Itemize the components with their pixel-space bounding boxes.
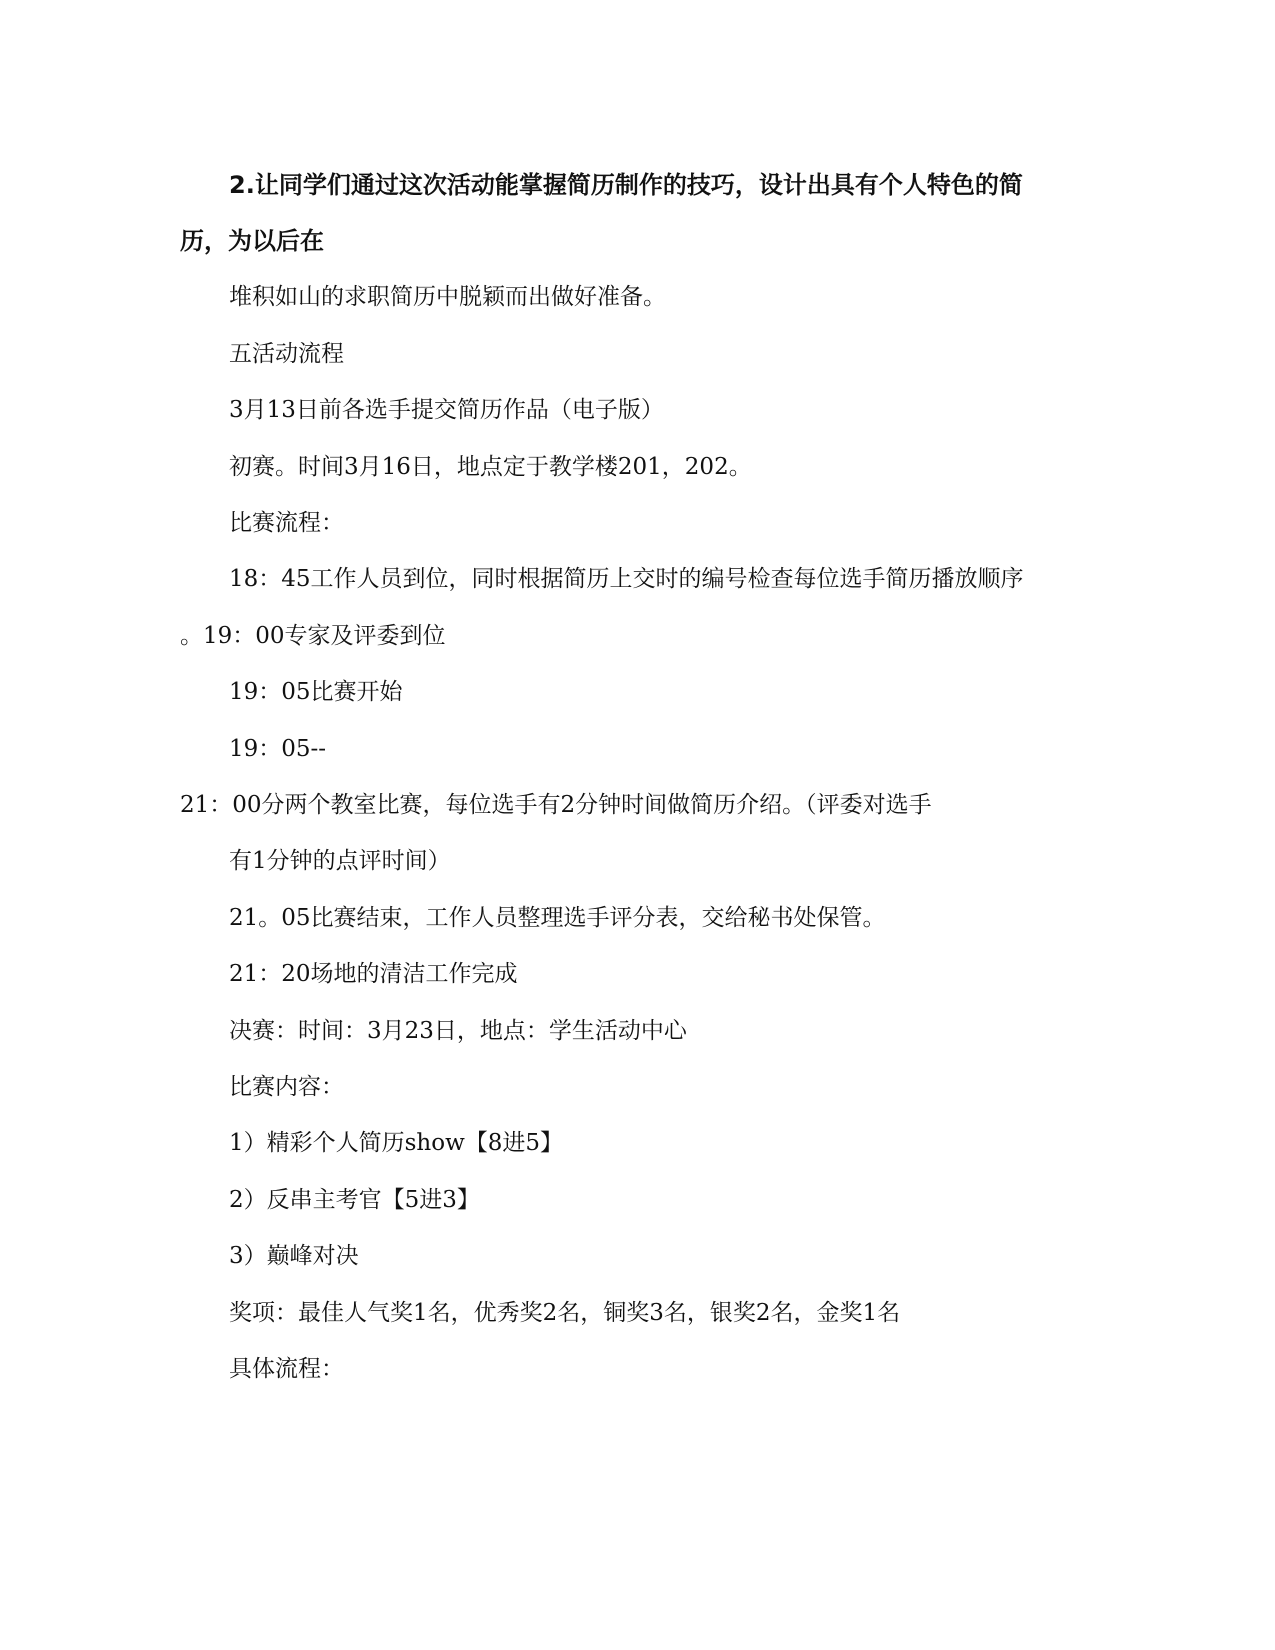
section-heading-activity-flow: 五活动流程 [229,341,344,367]
schedule-item-2100-cont: 有1分钟的点评时间） [229,848,451,874]
text-detailed-flow-label: 具体流程： [229,1356,344,1382]
schedule-item-1845: 18：45工作人员到位，同时根据简历上交时的编号检查每位选手简历播放顺序 [229,566,1024,592]
text-competition-flow-label: 比赛流程： [229,510,344,536]
text-competition-content-label: 比赛内容： [229,1074,344,1100]
schedule-item-1900: 。19：00专家及评委到位 [180,623,446,649]
schedule-item-1905-range: 19：05-- [229,736,327,762]
schedule-item-2120: 21：20场地的清洁工作完成 [229,961,518,987]
text-preliminary-info: 初赛。时间3月16日，地点定于教学楼201，202。 [229,454,752,480]
paragraph-objective-line-1: 2.让同学们通过这次活动能掌握简历制作的技巧，设计出具有个人特色的简 [229,171,1023,199]
list-item-2: 2）反串主考官【5进3】 [229,1187,480,1213]
list-item-3: 3）巅峰对决 [229,1243,359,1269]
list-item-1: 1）精彩个人简历show【8进5】 [229,1130,564,1156]
schedule-item-1905-start: 19：05比赛开始 [229,679,403,705]
text-final-info: 决赛：时间：3月23日，地点：学生活动中心 [229,1018,687,1044]
paragraph-objective-line-3: 堆积如山的求职简历中脱颖而出做好准备。 [229,284,666,310]
schedule-item-2105: 21。05比赛结束，工作人员整理选手评分表，交给秘书处保管。 [229,905,886,931]
text-awards: 奖项：最佳人气奖1名，优秀奖2名，铜奖3名，银奖2名，金奖1名 [229,1300,901,1326]
paragraph-objective-line-2: 历，为以后在 [180,227,324,255]
text-submission-deadline: 3月13日前各选手提交简历作品（电子版） [229,397,664,423]
schedule-item-2100: 21：00分两个教室比赛，每位选手有2分钟时间做简历介绍。（评委对选手 [180,792,932,818]
